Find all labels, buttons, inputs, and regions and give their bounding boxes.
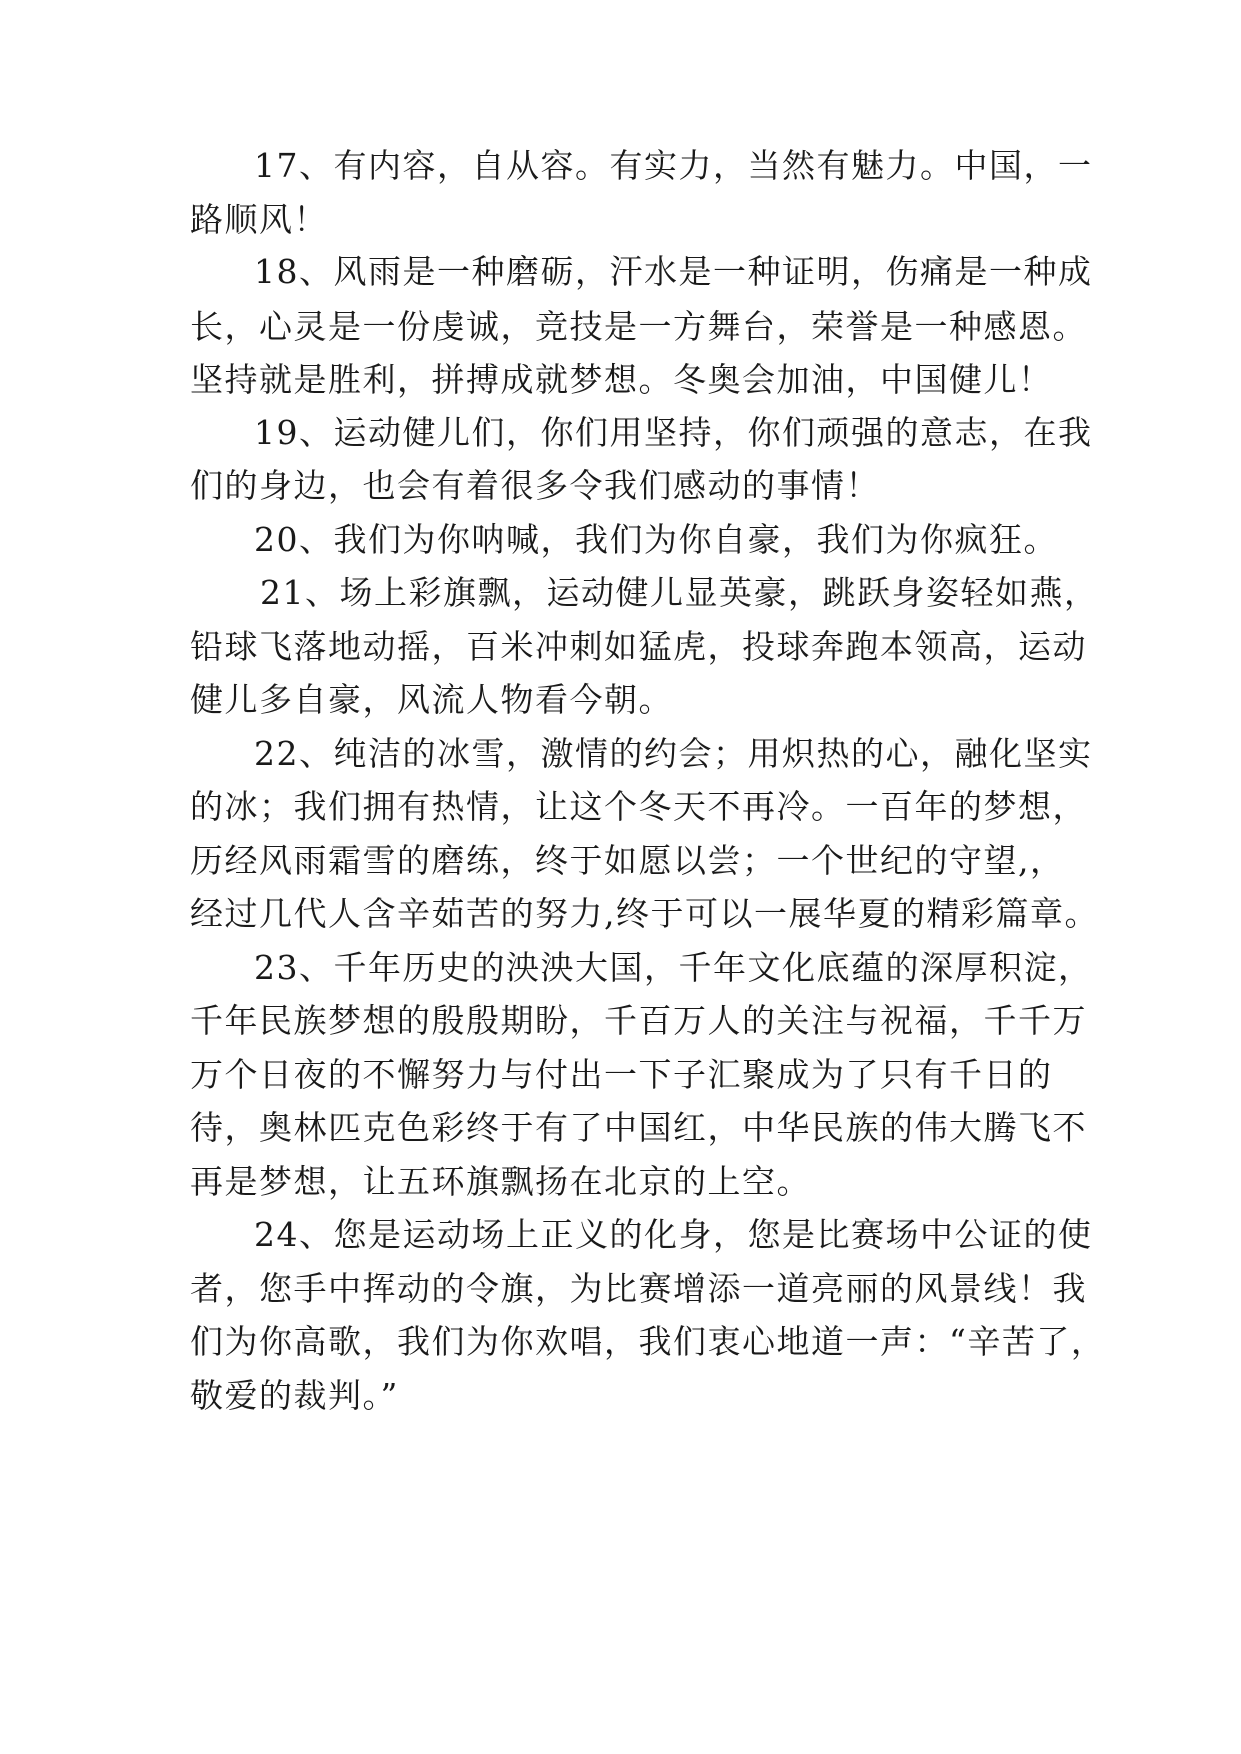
text-line: 19、运动健儿们，你们用坚持，你们顽强的意志，在我 <box>254 413 1093 452</box>
text-line: 千年民族梦想的殷殷期盼，千百万人的关注与祝福，千千万 <box>190 1001 1087 1040</box>
text-line: 铅球飞落地动摇，百米冲刺如猛虎，投球奔跑本领高，运动 <box>190 627 1087 666</box>
text-line: 长，心灵是一份虔诚，竞技是一方舞台，荣誉是一种感恩。 <box>190 307 1087 346</box>
text-line: 待，奥林匹克色彩终于有了中国红，中华民族的伟大腾飞不 <box>190 1108 1087 1147</box>
text-line: 经过几代人含辛茹苦的努力,终于可以一展华夏的精彩篇章。 <box>190 894 1099 933</box>
text-line: 们为你高歌，我们为你欢唱，我们衷心地道一声：“辛苦了， <box>190 1322 1106 1361</box>
text-line: 万个日夜的不懈努力与付出一下子汇聚成为了只有千日的 <box>190 1055 1053 1094</box>
text-line: 22、纯洁的冰雪，激情的约会；用炽热的心，融化坚实 <box>254 734 1093 773</box>
text-line: 坚持就是胜利，拼搏成就梦想。冬奥会加油，中国健儿！ <box>190 360 1053 399</box>
text-line: 17、有内容，自从容。有实力，当然有魅力。中国，一 <box>254 146 1093 185</box>
text-line: 18、风雨是一种磨砺，汗水是一种证明，伤痛是一种成 <box>254 252 1093 291</box>
text-line: 21、场上彩旗飘，运动健儿显英豪，跳跃身姿轻如燕， <box>260 573 1099 612</box>
text-line: 们的身边，也会有着很多令我们感动的事情！ <box>190 466 880 505</box>
text-line: 23、千年历史的泱泱大国，千年文化底蕴的深厚积淀， <box>254 948 1093 987</box>
text-line: 24、您是运动场上正义的化身，您是比赛场中公证的使 <box>254 1215 1093 1254</box>
text-line: 路顺风！ <box>190 200 328 239</box>
text-line: 再是梦想，让五环旗飘扬在北京的上空。 <box>190 1162 811 1201</box>
text-line: 历经风雨霜雪的磨练，终于如愿以尝；一个世纪的守望,， <box>190 841 1065 880</box>
text-line: 健儿多自豪，风流人物看今朝。 <box>190 680 673 719</box>
text-line: 者，您手中挥动的令旗，为比赛增添一道亮丽的风景线！我 <box>190 1269 1087 1308</box>
text-line: 20、我们为你呐喊，我们为你自豪，我们为你疯狂。 <box>254 520 1058 559</box>
text-line: 的冰；我们拥有热情，让这个冬天不再冷。一百年的梦想， <box>190 787 1087 826</box>
text-line: 敬爱的裁判。” <box>190 1376 399 1415</box>
